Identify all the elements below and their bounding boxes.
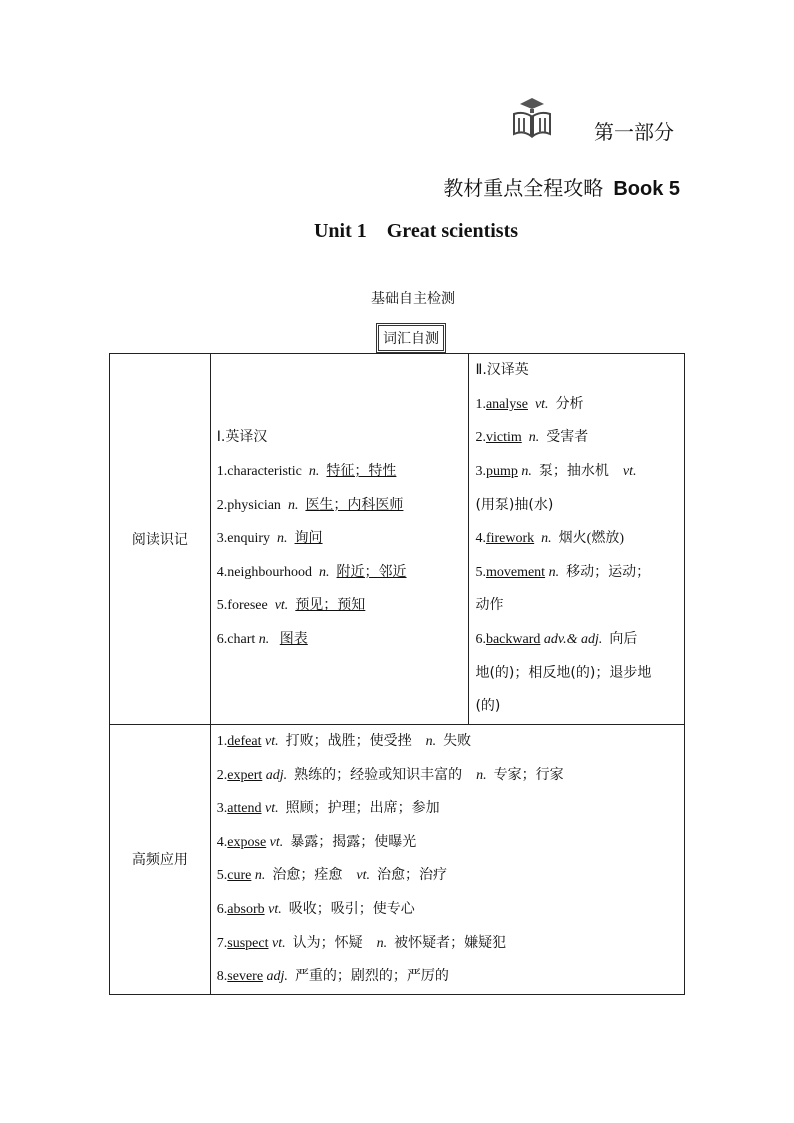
list-item: 7.suspect vt. 认为；怀疑 n. 被怀疑者；嫌疑犯 [216,935,507,951]
list-item: 4.neighbourhood n. 附近；邻近 [216,564,407,580]
list-item: 2.victim n. 受害者 [475,430,589,446]
table-row [110,725,685,995]
list-item: 3.enquiry n. 询问 [216,531,323,547]
list-item-continuation: (的) [475,698,501,715]
boxed-label: 词汇自测 [378,325,444,351]
list-item: 4.firework n. 烟火(燃放) [475,531,624,547]
list-item: 6.absorb vt. 吸收；吸引；使专心 [216,901,415,917]
list-item: 5.foresee vt. 预见；预知 [216,598,366,614]
list-item: 2.physician n. 医生；内科医师 [216,497,404,513]
vocab-table [109,353,685,995]
book-logo-icon [510,96,554,140]
subtitle-text: 教材重点全程攻略 [443,176,604,200]
list-item: 5.cure n. 治愈；痊愈 vt. 治愈；治疗 [216,868,447,884]
list-item: 6.backward adv.& adj. 向后 [475,631,638,647]
page-subtitle [443,172,680,201]
english-to-chinese-cell [210,354,469,725]
frequent-vocab-cell [210,725,684,995]
part1-heading: Ⅰ.英译汉 [216,429,268,446]
list-item-continuation: 动作 [475,597,504,614]
part2-heading: Ⅱ.汉译英 [475,362,529,379]
list-item: 1.analyse vt. 分析 [475,396,584,412]
row-label-frequent: 高频应用 [110,725,211,995]
part-label: 第一部分 [594,120,674,144]
table-row [110,354,685,725]
header-row [510,96,690,144]
list-item: 2.expert adj. 熟练的；经验或知识丰富的 n. 专家；行家 [216,767,564,783]
unit-title: Unit 1 Great scientists [313,220,519,242]
chinese-to-english-cell [469,354,685,725]
list-item: 8.severe adj. 严重的；剧烈的；严厉的 [216,969,449,985]
section-title: 基础自主检测 [371,291,455,307]
list-item-continuation: 地(的)；相反地(的)；退步地 [475,664,652,681]
list-item: 3.attend vt. 照顾；护理；出席；参加 [216,801,440,817]
list-item: 1.defeat vt. 打败；战胜；使受挫 n. 失败 [216,734,472,749]
list-item-continuation: (用泵)抽(水) [475,496,554,513]
book-label: Book 5 [613,178,680,200]
row-label-reading: 阅读识记 [110,354,211,725]
list-item: 3.pump n. 泵；抽水机 vt. [475,464,637,480]
list-item: 1.characteristic n. 特征；特性 [216,464,397,480]
list-item: 5.movement n. 移动；运动； [475,564,651,580]
list-item: 6.chart n. 图表 [216,631,308,647]
list-item: 4.expose vt. 暴露；揭露；使曝光 [216,834,417,850]
